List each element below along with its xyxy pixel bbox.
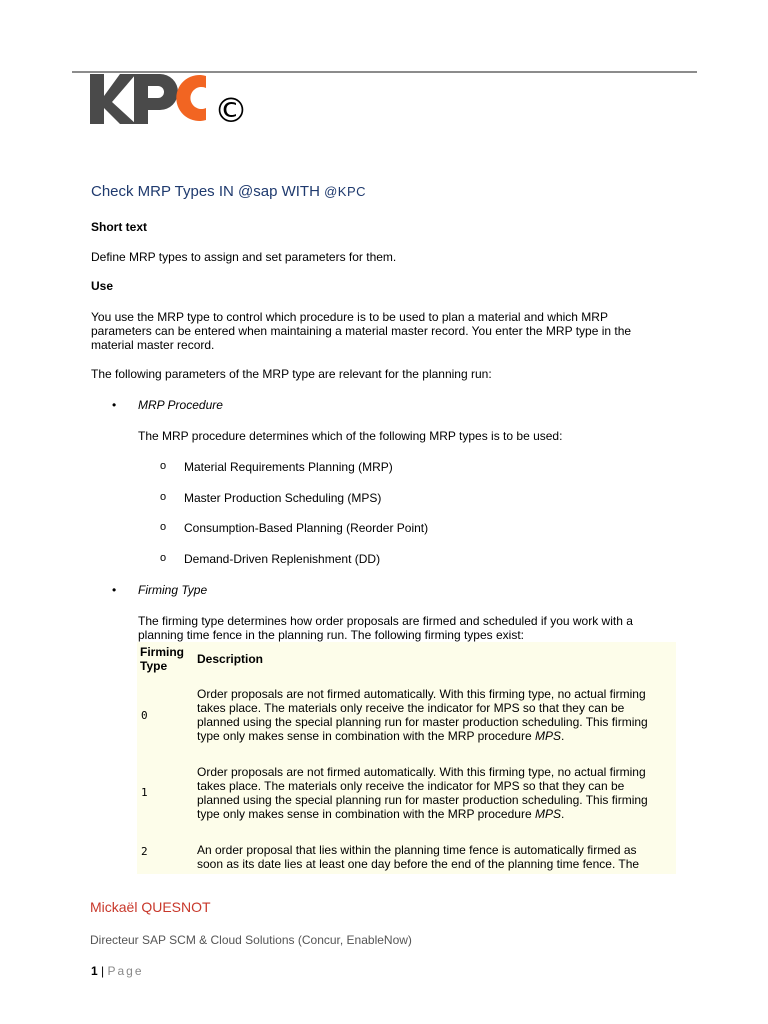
table-header-type: Firming Type (140, 645, 184, 673)
title-main: Check MRP Types IN @sap WITH (91, 183, 325, 200)
logo-k-stem (90, 74, 104, 124)
footer-separator: | (101, 964, 105, 978)
page-title (91, 183, 366, 200)
logo-k-arm (104, 74, 136, 124)
table-cell-description: Order proposals are not firmed automatically. With this firming type, no actual firming takes place. The materials only receive the indicator for MPS so that they can be planned using the special planning run for master production scheduling. This firming type only makes sense in combination with the MRP procedure MPS. (197, 765, 648, 821)
sub-bullet: o (160, 460, 167, 472)
firming-type-label: Firming Type (138, 583, 208, 597)
table-cell-description: An order proposal that lies within the planning time fence is automatically firmed as soon as its date lies at least one day before the end of the planning time fence. The (197, 843, 640, 871)
sub-bullet: o (160, 491, 167, 503)
short-text-heading: Short text (91, 220, 148, 234)
list-item: Consumption-Based Planning (Reorder Point) (184, 521, 429, 535)
bullet-firming-type: • (112, 583, 117, 597)
list-item: Master Production Scheduling (MPS) (184, 491, 382, 505)
short-text: Define MRP types to assign and set parameters for them. (91, 250, 397, 264)
sub-bullet: o (160, 552, 167, 564)
mrp-procedure-desc: The MRP procedure determines which of the following MRP types is to be used: (138, 429, 563, 443)
list-item: Demand-Driven Replenishment (DD) (184, 552, 381, 566)
table-cell-type: 1 (141, 786, 148, 799)
use-text: You use the MRP type to control which procedure is to be used to plan a material and which MRP parameters can be entered when maintaining a material master record. You enter the MRP type in the material master record. (91, 310, 632, 352)
signature-role: Directeur SAP SCM & Cloud Solutions (Concur, EnableNow) (90, 933, 412, 947)
firming-type-table (137, 642, 676, 874)
table-cell-type: 2 (141, 845, 148, 858)
page-footer (91, 964, 144, 978)
page-label: Page (107, 964, 144, 978)
params-intro: The following parameters of the MRP type are relevant for the planning run: (91, 367, 492, 381)
mrp-procedure-label: MRP Procedure (138, 398, 223, 412)
page-number: 1 (91, 964, 98, 978)
table-cell-type: 0 (141, 709, 148, 722)
firming-type-desc: The firming type determines how order proposals are firmed and scheduled if you work with a planning time fence in the planning run. The following firming types exist: (138, 614, 633, 642)
table-cell-description: Order proposals are not firmed automatically. With this firming type, no actual firming takes place. The materials only receive the indicator for MPS so that they can be planned using the special planning run for master production scheduling. This firming type only makes sense in combination with the MRP procedure MPS. (197, 687, 648, 743)
kpc-logo (90, 72, 250, 130)
title-suffix: @KPC (324, 184, 367, 199)
signature-name: Mickaël QUESNOT (90, 899, 211, 915)
use-heading: Use (91, 279, 114, 293)
logo-c (176, 75, 206, 121)
bullet-mrp-procedure: • (112, 398, 117, 412)
table-header-description: Description (197, 652, 264, 666)
copyright-symbol: © (214, 91, 248, 130)
sub-bullet: o (160, 521, 167, 533)
logo-p (134, 74, 178, 124)
list-item: Material Requirements Planning (MRP) (184, 460, 393, 474)
